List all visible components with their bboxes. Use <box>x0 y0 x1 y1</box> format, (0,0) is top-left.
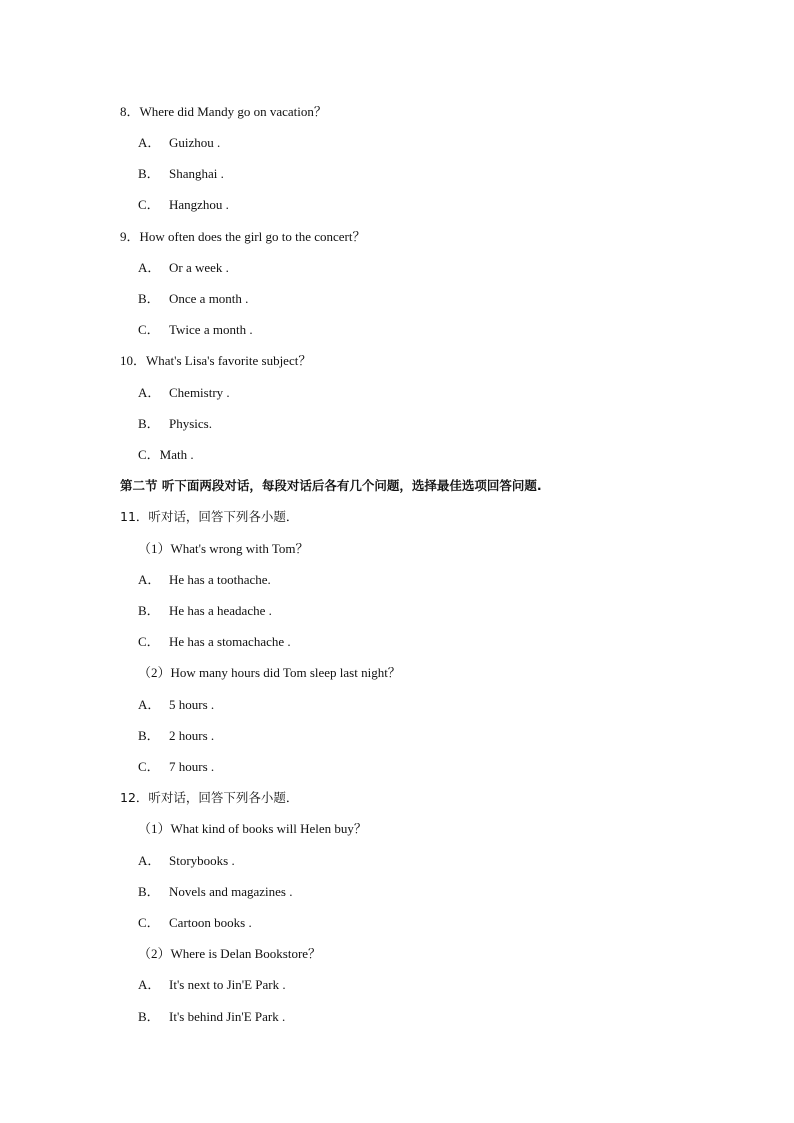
question-9-stem: 9．How often does the girl go to the concert？ <box>120 229 366 244</box>
option-text: It's next to Jin'E Park . <box>169 977 286 992</box>
question-12-stem: 12．听对话，回答下列各小题． <box>120 790 299 805</box>
question-12-1-option-b <box>138 884 292 900</box>
question-11-1-option-b <box>138 603 272 619</box>
option-letter: B． <box>138 603 160 618</box>
option-letter: A． <box>138 260 161 275</box>
option-letter: C． <box>138 197 160 212</box>
option-letter: C． <box>138 759 160 774</box>
question-9-option-b <box>138 291 248 307</box>
question-12-part-1: （1）What kind of books will Helen buy？ <box>138 821 367 836</box>
question-10-option-a <box>138 385 230 401</box>
option-text: It's behind Jin'E Park . <box>169 1009 286 1024</box>
question-10-option-b <box>138 416 212 432</box>
option-text: He has a headache . <box>169 603 272 618</box>
question-12-1-option-c <box>138 915 252 931</box>
question-11-stem: 11．听对话，回答下列各小题． <box>120 509 299 524</box>
option-letter: A． <box>138 572 161 587</box>
question-8-option-b <box>138 166 224 182</box>
option-letter: A． <box>138 135 161 150</box>
option-letter: B． <box>138 416 160 431</box>
question-9-option-c <box>138 322 253 338</box>
option-text: Storybooks . <box>169 853 235 868</box>
section-2-heading: 第二节 听下面两段对话，每段对话后各有几个问题，选择最佳选项回答问题. <box>120 478 542 493</box>
option-letter: C． <box>138 915 160 930</box>
option-text: Guizhou . <box>169 135 221 150</box>
question-12-1-option-a <box>138 853 235 869</box>
option-letter: B． <box>138 291 160 306</box>
option-text: Novels and magazines . <box>169 884 293 899</box>
option-text: Physics. <box>169 416 212 431</box>
question-12-part-2: （2）Where is Delan Bookstore？ <box>138 946 322 961</box>
option-text: He has a stomachache . <box>169 634 291 649</box>
option-text: Hangzhou . <box>169 197 229 212</box>
option-letter: A． <box>138 697 161 712</box>
option-text: Shanghai . <box>169 166 224 181</box>
question-8-stem: 8．Where did Mandy go on vacation？ <box>120 104 327 119</box>
option-text: Math . <box>159 447 194 462</box>
question-11-2-option-a <box>138 697 214 713</box>
option-text: Once a month . <box>169 291 249 306</box>
option-text: Or a week . <box>169 260 229 275</box>
question-12-2-option-a <box>138 977 286 993</box>
option-letter: C． <box>138 447 160 462</box>
option-text: Cartoon books . <box>169 915 252 930</box>
question-11-part-2: （2）How many hours did Tom sleep last night？ <box>138 665 401 680</box>
question-11-1-option-a <box>138 572 271 588</box>
option-letter: A． <box>138 385 161 400</box>
option-text: 5 hours . <box>169 697 215 712</box>
question-11-1-option-c <box>138 634 291 650</box>
question-11-part-1: （1）What's wrong with Tom？ <box>138 541 309 556</box>
option-letter: A． <box>138 853 161 868</box>
option-text: Chemistry . <box>169 385 230 400</box>
question-12-2-option-b <box>138 1009 285 1025</box>
option-letter: C． <box>138 634 160 649</box>
option-text: 2 hours . <box>169 728 215 743</box>
option-letter: C． <box>138 322 160 337</box>
question-10-stem: 10．What's Lisa's favorite subject？ <box>120 353 312 368</box>
option-text: He has a toothache. <box>169 572 271 587</box>
question-11-2-option-c <box>138 759 214 775</box>
question-8-option-c <box>138 197 229 213</box>
question-10-option-c <box>138 447 194 463</box>
question-11-2-option-b <box>138 728 214 744</box>
option-letter: B． <box>138 728 160 743</box>
option-text: 7 hours . <box>169 759 215 774</box>
option-letter: B． <box>138 166 160 181</box>
option-letter: A． <box>138 977 161 992</box>
option-text: Twice a month . <box>169 322 253 337</box>
question-8-option-a <box>138 135 220 151</box>
option-letter: B． <box>138 1009 160 1024</box>
question-9-option-a <box>138 260 229 276</box>
option-letter: B． <box>138 884 160 899</box>
